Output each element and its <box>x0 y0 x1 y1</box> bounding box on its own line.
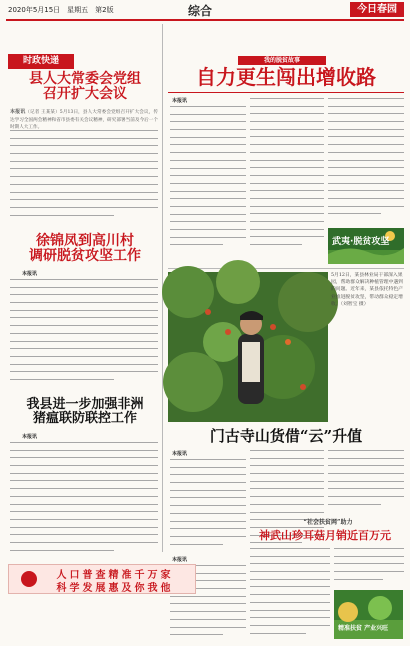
promo-graphic <box>328 228 404 264</box>
epidemic-body <box>10 442 158 554</box>
xugangfeng-body <box>10 279 158 391</box>
xugangfeng-headline <box>10 234 160 265</box>
ad-line: 人口普查精准千万家 <box>56 570 174 581</box>
headline-line: 我县进一步加强非洲 <box>26 397 144 412</box>
promo-banner-bottom <box>334 590 403 639</box>
section-divider <box>168 268 404 269</box>
mushroom-kicker: “社会扶贫网”助力 <box>303 519 353 526</box>
section-title: 综合 <box>188 4 213 18</box>
lead-story-headline: 自力更生闯出增收路 <box>196 65 376 89</box>
census-ad <box>8 564 196 594</box>
menshan-col1 <box>170 459 246 551</box>
meeting-lead <box>10 109 158 131</box>
mushroom-col2 <box>250 548 330 640</box>
issue-date: 2020年5月15日 星期五 第2版 <box>8 6 114 14</box>
news-photo <box>168 272 328 422</box>
headline-line: 召开扩大会议 <box>43 86 127 103</box>
lead-story-col2 <box>250 98 324 256</box>
promo-text: 武夷·脱贫攻坚 <box>332 237 390 247</box>
dateline: 本报讯 <box>172 451 188 457</box>
lead-text: （记者 王某某）5月13日，县人大常委会党组召开扩大会议，传达学习全国两会精神和省市县委有关会议精神，研究部署当前及今后一个时期人大工作。 <box>10 110 158 131</box>
dateline: 本报讯 <box>172 98 188 104</box>
headline-line: 调研脱贫攻坚工作 <box>29 248 141 265</box>
epidemic-headline <box>10 398 160 427</box>
census-logo-icon <box>21 571 37 587</box>
menshan-headline: 门古寺山货借“云”升值 <box>209 427 363 445</box>
dateline: 本报讯 <box>172 557 188 563</box>
lead-rule <box>168 92 404 93</box>
dateline: 本报讯 <box>22 271 38 277</box>
lead-story-col3 <box>328 98 404 226</box>
headline-line: 猪瘟联防联控工作 <box>32 411 137 427</box>
mushroom-headline: 神武山珍耳菇月销近百万元 <box>259 529 391 542</box>
meeting-headline <box>10 72 160 103</box>
story-kicker: 我的脱贫故事 <box>238 56 326 65</box>
dateline: 本报讯 <box>10 109 26 115</box>
lead-story-col1 <box>170 106 246 256</box>
headline-line: 县人大常委会党组 <box>29 71 141 87</box>
header-rule <box>6 19 404 21</box>
promo-banner-text: 精准扶贫 产业兴旺 <box>338 625 389 632</box>
newspaper-logo: 今日春园 <box>350 2 404 17</box>
headline-line: 徐锦凤到高川村 <box>36 233 134 249</box>
mushroom-col3 <box>334 548 404 586</box>
meeting-body <box>10 130 158 230</box>
rubric-label: 时政快递 <box>8 54 74 69</box>
dateline: 本报讯 <box>22 434 38 440</box>
menshan-col3 <box>328 450 404 516</box>
ad-line: 科学发展惠及你我他 <box>56 583 174 594</box>
photo-image <box>168 272 328 422</box>
photo-caption: 5月12日，某县林业局干部深入果园，帮助群众解决种植管理中遇到的问题。近年来，某县依托特色产业推进脱贫攻坚，带动群众稳定增收。（刘智宝 摄） <box>331 273 403 307</box>
